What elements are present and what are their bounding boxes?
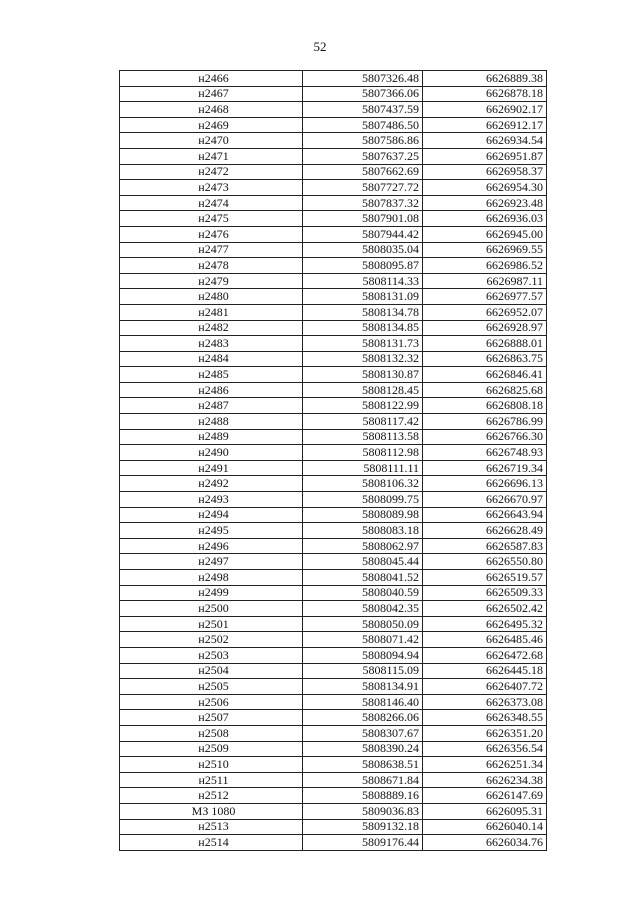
x-coordinate-cell: 5807944.42: [303, 226, 423, 242]
point-name-cell: н2508: [120, 725, 303, 741]
table-row: [120, 570, 547, 586]
y-coordinate-cell: 6626251.34: [423, 757, 547, 773]
x-coordinate-cell: 5808083.18: [303, 523, 423, 539]
x-coordinate-cell: 5808112.98: [303, 445, 423, 461]
x-coordinate-cell: 5807727.72: [303, 180, 423, 196]
table-row: [120, 429, 547, 445]
y-coordinate-cell: 6626495.32: [423, 616, 547, 632]
point-name-cell: н2478: [120, 258, 303, 274]
table-row: [120, 725, 547, 741]
page-number: 52: [313, 39, 327, 54]
point-name-cell: н2504: [120, 663, 303, 679]
x-coordinate-cell: 5809176.44: [303, 835, 423, 851]
y-coordinate-cell: 6626587.83: [423, 538, 547, 554]
y-coordinate-cell: 6626934.54: [423, 133, 547, 149]
table-row: [120, 476, 547, 492]
y-coordinate-cell: 6626696.13: [423, 476, 547, 492]
x-coordinate-cell: 5808111.11: [303, 460, 423, 476]
y-coordinate-cell: 6626846.41: [423, 367, 547, 383]
y-coordinate-cell: 6626373.08: [423, 694, 547, 710]
y-coordinate-cell: 6626095.31: [423, 803, 547, 819]
y-coordinate-cell: 6626878.18: [423, 86, 547, 102]
point-name-cell: н2511: [120, 772, 303, 788]
table-row: [120, 71, 547, 87]
point-name-cell: н2467: [120, 86, 303, 102]
y-coordinate-cell: 6626952.07: [423, 304, 547, 320]
x-coordinate-cell: 5808095.87: [303, 258, 423, 274]
coordinates-table: [119, 70, 547, 851]
point-name-cell: н2501: [120, 616, 303, 632]
x-coordinate-cell: 5808040.59: [303, 585, 423, 601]
x-coordinate-cell: 5808062.97: [303, 538, 423, 554]
table-row: [120, 632, 547, 648]
y-coordinate-cell: 6626472.68: [423, 647, 547, 663]
y-coordinate-cell: 6626348.55: [423, 710, 547, 726]
table-row: [120, 242, 547, 258]
table-row: [120, 211, 547, 227]
y-coordinate-cell: 6626034.76: [423, 835, 547, 851]
table-row: [120, 351, 547, 367]
point-name-cell: н2514: [120, 835, 303, 851]
y-coordinate-cell: 6626808.18: [423, 398, 547, 414]
point-name-cell: н2500: [120, 601, 303, 617]
y-coordinate-cell: 6626977.57: [423, 289, 547, 305]
x-coordinate-cell: 5808050.09: [303, 616, 423, 632]
point-name-cell: н2476: [120, 226, 303, 242]
point-name-cell: н2487: [120, 398, 303, 414]
point-name-cell: н2505: [120, 679, 303, 695]
table-row: [120, 258, 547, 274]
table-row: [120, 86, 547, 102]
y-coordinate-cell: 6626766.30: [423, 429, 547, 445]
y-coordinate-cell: 6626923.48: [423, 195, 547, 211]
x-coordinate-cell: 5808131.73: [303, 336, 423, 352]
coordinates-table-body: [120, 71, 547, 851]
y-coordinate-cell: 6626502.42: [423, 601, 547, 617]
x-coordinate-cell: 5808131.09: [303, 289, 423, 305]
y-coordinate-cell: 6626356.54: [423, 741, 547, 757]
x-coordinate-cell: 5809036.83: [303, 803, 423, 819]
table-row: [120, 289, 547, 305]
x-coordinate-cell: 5808132.32: [303, 351, 423, 367]
y-coordinate-cell: 6626969.55: [423, 242, 547, 258]
y-coordinate-cell: 6626945.00: [423, 226, 547, 242]
table-row: [120, 601, 547, 617]
table-row: [120, 367, 547, 383]
y-coordinate-cell: 6626786.99: [423, 414, 547, 430]
point-name-cell: н2512: [120, 788, 303, 804]
point-name-cell: н2479: [120, 273, 303, 289]
point-name-cell: н2472: [120, 164, 303, 180]
table-row: [120, 694, 547, 710]
point-name-cell: н2469: [120, 117, 303, 133]
point-name-cell: н2482: [120, 320, 303, 336]
x-coordinate-cell: 5808114.33: [303, 273, 423, 289]
x-coordinate-cell: 5807366.06: [303, 86, 423, 102]
table-row: [120, 507, 547, 523]
x-coordinate-cell: 5808117.42: [303, 414, 423, 430]
x-coordinate-cell: 5808146.40: [303, 694, 423, 710]
table-row: [120, 180, 547, 196]
y-coordinate-cell: 6626351.20: [423, 725, 547, 741]
table-row: [120, 445, 547, 461]
y-coordinate-cell: 6626889.38: [423, 71, 547, 87]
x-coordinate-cell: 5808099.75: [303, 492, 423, 508]
x-coordinate-cell: 5808889.16: [303, 788, 423, 804]
point-name-cell: н2498: [120, 570, 303, 586]
point-name-cell: н2499: [120, 585, 303, 601]
point-name-cell: н2483: [120, 336, 303, 352]
x-coordinate-cell: 5808041.52: [303, 570, 423, 586]
x-coordinate-cell: 5808115.09: [303, 663, 423, 679]
table-row: [120, 679, 547, 695]
point-name-cell: н2477: [120, 242, 303, 258]
table-row: [120, 772, 547, 788]
table-row: [120, 164, 547, 180]
x-coordinate-cell: 5808042.35: [303, 601, 423, 617]
table-row: [120, 273, 547, 289]
y-coordinate-cell: 6626234.38: [423, 772, 547, 788]
y-coordinate-cell: 6626958.37: [423, 164, 547, 180]
point-name-cell: н2486: [120, 382, 303, 398]
point-name-cell: н2480: [120, 289, 303, 305]
x-coordinate-cell: 5808130.87: [303, 367, 423, 383]
point-name-cell: МЗ 1080: [120, 803, 303, 819]
table-row: [120, 382, 547, 398]
table-row: [120, 803, 547, 819]
y-coordinate-cell: 6626040.14: [423, 819, 547, 835]
point-name-cell: н2481: [120, 304, 303, 320]
table-row: [120, 133, 547, 149]
point-name-cell: н2488: [120, 414, 303, 430]
point-name-cell: н2493: [120, 492, 303, 508]
y-coordinate-cell: 6626902.17: [423, 102, 547, 118]
y-coordinate-cell: 6626825.68: [423, 382, 547, 398]
table-row: [120, 616, 547, 632]
point-name-cell: н2492: [120, 476, 303, 492]
table-row: [120, 414, 547, 430]
x-coordinate-cell: 5807326.48: [303, 71, 423, 87]
x-coordinate-cell: 5808128.45: [303, 382, 423, 398]
table-row: [120, 492, 547, 508]
table-row: [120, 148, 547, 164]
x-coordinate-cell: 5808638.51: [303, 757, 423, 773]
y-coordinate-cell: 6626719.34: [423, 460, 547, 476]
point-name-cell: н2510: [120, 757, 303, 773]
y-coordinate-cell: 6626951.87: [423, 148, 547, 164]
point-name-cell: н2471: [120, 148, 303, 164]
point-name-cell: н2475: [120, 211, 303, 227]
table-row: [120, 226, 547, 242]
table-row: [120, 819, 547, 835]
x-coordinate-cell: 5808671.84: [303, 772, 423, 788]
x-coordinate-cell: 5808071.42: [303, 632, 423, 648]
x-coordinate-cell: 5807637.25: [303, 148, 423, 164]
y-coordinate-cell: 6626445.18: [423, 663, 547, 679]
x-coordinate-cell: 5808307.67: [303, 725, 423, 741]
table-row: [120, 195, 547, 211]
x-coordinate-cell: 5808122.99: [303, 398, 423, 414]
x-coordinate-cell: 5808045.44: [303, 554, 423, 570]
point-name-cell: н2474: [120, 195, 303, 211]
table-row: [120, 585, 547, 601]
x-coordinate-cell: 5808390.24: [303, 741, 423, 757]
point-name-cell: н2509: [120, 741, 303, 757]
table-row: [120, 117, 547, 133]
x-coordinate-cell: 5808089.98: [303, 507, 423, 523]
point-name-cell: н2485: [120, 367, 303, 383]
point-name-cell: н2495: [120, 523, 303, 539]
point-name-cell: н2503: [120, 647, 303, 663]
x-coordinate-cell: 5808266.06: [303, 710, 423, 726]
table-row: [120, 757, 547, 773]
x-coordinate-cell: 5808106.32: [303, 476, 423, 492]
x-coordinate-cell: 5808035.04: [303, 242, 423, 258]
x-coordinate-cell: 5808134.78: [303, 304, 423, 320]
x-coordinate-cell: 5809132.18: [303, 819, 423, 835]
point-name-cell: н2473: [120, 180, 303, 196]
y-coordinate-cell: 6626986.52: [423, 258, 547, 274]
x-coordinate-cell: 5807437.59: [303, 102, 423, 118]
table-row: [120, 788, 547, 804]
table-row: [120, 710, 547, 726]
x-coordinate-cell: 5808134.85: [303, 320, 423, 336]
point-name-cell: н2468: [120, 102, 303, 118]
point-name-cell: н2507: [120, 710, 303, 726]
table-row: [120, 304, 547, 320]
y-coordinate-cell: 6626628.49: [423, 523, 547, 539]
y-coordinate-cell: 6626550.80: [423, 554, 547, 570]
point-name-cell: н2497: [120, 554, 303, 570]
table-row: [120, 741, 547, 757]
y-coordinate-cell: 6626748.93: [423, 445, 547, 461]
y-coordinate-cell: 6626643.94: [423, 507, 547, 523]
x-coordinate-cell: 5807837.32: [303, 195, 423, 211]
x-coordinate-cell: 5807662.69: [303, 164, 423, 180]
point-name-cell: н2491: [120, 460, 303, 476]
point-name-cell: н2466: [120, 71, 303, 87]
table-row: [120, 554, 547, 570]
point-name-cell: н2470: [120, 133, 303, 149]
x-coordinate-cell: 5808094.94: [303, 647, 423, 663]
point-name-cell: н2484: [120, 351, 303, 367]
y-coordinate-cell: 6626519.57: [423, 570, 547, 586]
y-coordinate-cell: 6626147.69: [423, 788, 547, 804]
y-coordinate-cell: 6626509.33: [423, 585, 547, 601]
x-coordinate-cell: 5807586.86: [303, 133, 423, 149]
y-coordinate-cell: 6626912.17: [423, 117, 547, 133]
y-coordinate-cell: 6626670.97: [423, 492, 547, 508]
point-name-cell: н2489: [120, 429, 303, 445]
point-name-cell: н2502: [120, 632, 303, 648]
table-row: [120, 398, 547, 414]
point-name-cell: н2490: [120, 445, 303, 461]
table-row: [120, 523, 547, 539]
y-coordinate-cell: 6626928.97: [423, 320, 547, 336]
table-row: [120, 336, 547, 352]
y-coordinate-cell: 6626987.11: [423, 273, 547, 289]
table-row: [120, 663, 547, 679]
y-coordinate-cell: 6626888.01: [423, 336, 547, 352]
x-coordinate-cell: 5807901.08: [303, 211, 423, 227]
y-coordinate-cell: 6626863.75: [423, 351, 547, 367]
point-name-cell: н2494: [120, 507, 303, 523]
table-row: [120, 320, 547, 336]
point-name-cell: н2506: [120, 694, 303, 710]
point-name-cell: н2513: [120, 819, 303, 835]
table-row: [120, 102, 547, 118]
y-coordinate-cell: 6626936.03: [423, 211, 547, 227]
x-coordinate-cell: 5808113.58: [303, 429, 423, 445]
table-row: [120, 835, 547, 851]
y-coordinate-cell: 6626407.72: [423, 679, 547, 695]
table-row: [120, 647, 547, 663]
point-name-cell: н2496: [120, 538, 303, 554]
y-coordinate-cell: 6626485.46: [423, 632, 547, 648]
table-row: [120, 538, 547, 554]
x-coordinate-cell: 5807486.50: [303, 117, 423, 133]
x-coordinate-cell: 5808134.91: [303, 679, 423, 695]
y-coordinate-cell: 6626954.30: [423, 180, 547, 196]
table-row: [120, 460, 547, 476]
